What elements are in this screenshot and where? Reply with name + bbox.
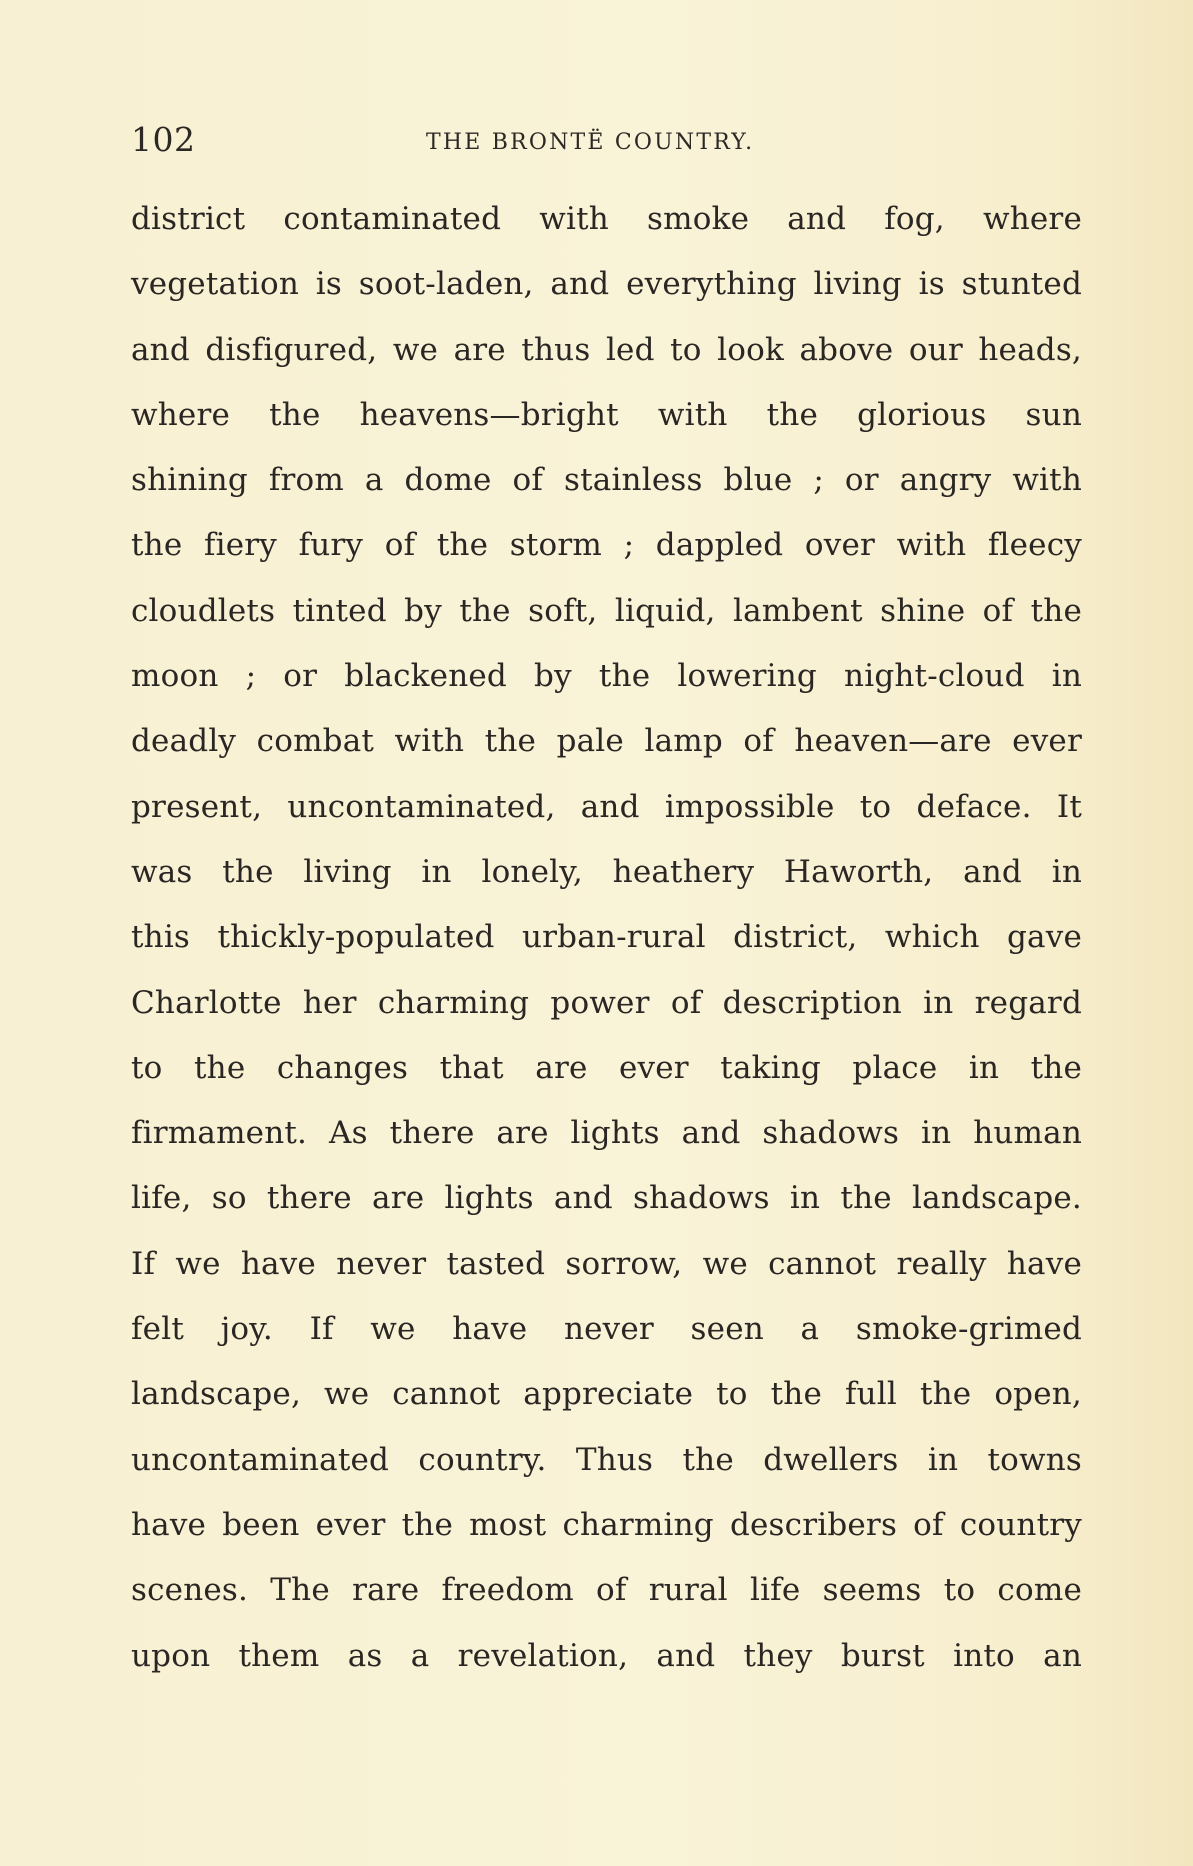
running-title: THE BRONTË COUNTRY. [426,130,755,155]
text-line: and disfigured, we are thus led to look above our heads, [131,331,1082,368]
text-line: deadly combat with the pale lamp of heaven—are ever [131,723,1082,760]
text-line: vegetation is soot-laden, and everything living is stunted [131,266,1082,303]
page-number: 102 [131,120,196,159]
text-line: cloudlets tinted by the soft, liquid, lambent shine of the [131,592,1082,629]
text-line: uncontaminated country. Thus the dwellers in towns [131,1441,1082,1478]
text-line: upon them as a revelation, and they burst into an [131,1637,1082,1674]
text-line: firmament. As there are lights and shadows in human [131,1115,1082,1152]
body-text [131,194,1082,1696]
text-line: If we have never tasted sorrow, we cannot really have [131,1245,1082,1282]
text-line: moon ; or blackened by the lowering night-cloud in [131,658,1082,695]
text-line: Charlotte her charming power of description in regard [131,984,1082,1021]
page-header [131,115,1086,165]
text-line: district contaminated with smoke and fog, where [131,201,1082,237]
text-line: have been ever the most charming describers of country [131,1506,1082,1543]
text-line: was the living in lonely, heathery Haworth, and in [131,853,1082,890]
text-line: this thickly-populated urban-rural district, which gave [131,919,1082,956]
text-line: shining from a dome of stainless blue ; or angry with [131,462,1082,499]
text-line: present, uncontaminated, and impossible to deface. It [131,788,1082,825]
text-line: felt joy. If we have never seen a smoke-grimed [131,1311,1082,1348]
text-line: the fiery fury of the storm ; dappled over with fleecy [131,527,1082,564]
text-line: scenes. The rare freedom of rural life seems to come [131,1572,1082,1609]
text-line: to the changes that are ever taking place in the [131,1049,1082,1086]
text-line: life, so there are lights and shadows in the landscape. [131,1180,1082,1217]
text-line: where the heavens—bright with the glorious sun [131,396,1082,433]
text-line: landscape, we cannot appreciate to the full the open, [131,1376,1082,1413]
